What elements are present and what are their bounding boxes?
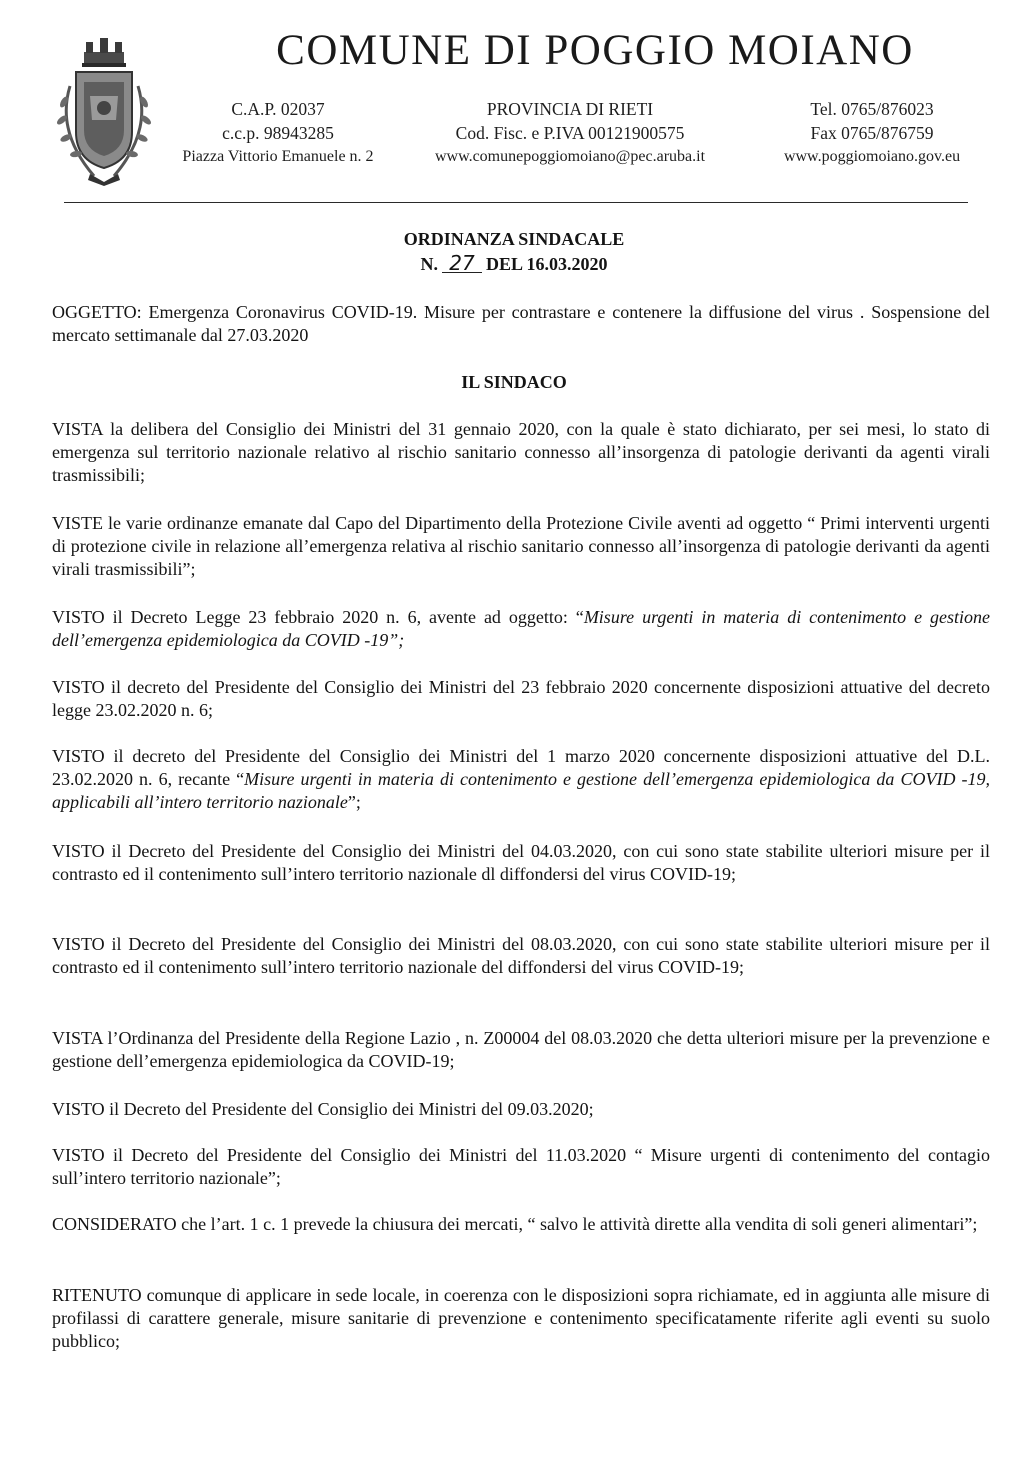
ordinance-date: DEL 16.03.2020 [485, 254, 608, 274]
paragraph-5-italic: Misure urgenti in materia di contenimento e gestione dell’emergenza epidemiologica da COVID -19, applicabili all’intero territorio nazionale [52, 769, 990, 812]
pec-email: www.comunepoggiomoiano@pec.aruba.it [434, 148, 706, 165]
paragraph-10: VISTO il Decreto del Presidente del Consiglio dei Ministri del 11.03.2020 “ Misure urgenti di contenimento del contagio sull’intero territorio nazionale”; [52, 1145, 990, 1188]
paragraph-4: VISTO il decreto del Presidente del Consiglio dei Ministri del 23 febbraio 2020 concernente disposizioni attuative del decreto legge 23.02.2020 n. 6; [52, 677, 990, 720]
letterhead-province-column [402, 98, 738, 169]
paragraph-5-lead: VISTO il decreto del Presidente del Consiglio dei Ministri del 1 marzo 2020 concernente disposizioni attuative del D.L. 23.02.2020 n. 6, recante “ [52, 746, 990, 789]
fax: Fax 0765/876759 [810, 122, 934, 143]
street-address: Piazza Vittorio Emanuele n. 2 [182, 148, 374, 165]
paragraph-8: VISTA l’Ordinanza del Presidente della Regione Lazio , n. Z00004 del 08.03.2020 che detta ulteriori misure per la prevenzione e gestione dell’emergenza epidemiologica da COVID-19; [52, 1028, 990, 1071]
number-prefix: N. [420, 254, 438, 274]
postal-account: c.c.p. 98943285 [222, 122, 334, 143]
handwritten-number: 27 [442, 254, 482, 273]
paragraph-7: VISTO il Decreto del Presidente del Consiglio dei Ministri del 08.03.2020, con cui sono state stabilite ulteriori misure per il contrasto ed il contenimento sull’intero territorio nazionale del diffondersi del virus COVID-19; [52, 934, 990, 977]
subject-paragraph: OGGETTO: Emergenza Coronavirus COVID-19. Misure per contrastare e contenere la diffusione del virus . Sospensione del mercato settimanale dal 27.03.2020 [52, 302, 990, 345]
postal-code: C.A.P. 02037 [231, 99, 325, 119]
paragraph-6: VISTO il Decreto del Presidente del Consiglio dei Ministri del 04.03.2020, con cui sono state stabilite ulteriori misure per il contrasto ed il contenimento sull’intero territorio nazionale dl diffondersi del virus COVID-19; [52, 841, 990, 884]
ordinance-number-line [0, 251, 1028, 275]
letterhead-address-column [163, 98, 393, 169]
paragraph-3-italic: Misure urgenti in materia di contenimento e gestione dell’emergenza epidemiologica da COVID -19”; [52, 607, 990, 650]
tax-code: Cod. Fisc. e P.IVA 00121900575 [455, 122, 685, 143]
paragraph-3 [52, 606, 990, 652]
paragraph-5-tail: ”; [347, 792, 361, 812]
website: www.poggiomoiano.gov.eu [783, 148, 961, 165]
ordinance-title: ORDINANZA SINDACALE [403, 229, 625, 249]
province: PROVINCIA DI RIETI [486, 99, 654, 119]
paragraph-1: VISTA la delibera del Consiglio dei Ministri del 31 gennaio 2020, con la quale è stato dichiarato, per sei mesi, lo stato di emergenza sul territorio nazionale relativo al rischio sanitario connesso all’insorgenza di patologie derivanti da agenti virali trasmissibili; [52, 419, 990, 485]
letterhead-divider [64, 202, 968, 203]
paragraph-5 [52, 745, 990, 814]
coat-of-arms-icon [50, 36, 158, 188]
municipality-title: COMUNE DI POGGIO MOIANO [276, 27, 914, 74]
paragraph-12: RITENUTO comunque di applicare in sede locale, in coerenza con le disposizioni sopra richiamate, ed in aggiunta alle misure di profilassi di carattere generale, misure sanitarie di prevenzione e contenimento specificatamente riferite agli eventi su suolo pubblico; [52, 1285, 990, 1351]
paragraph-2: VISTE le varie ordinanze emanate dal Capo del Dipartimento della Protezione Civile aventi ad oggetto “ Primi interventi urgenti di protezione civile in relazione all’emergenza relativa al rischio sanitario connesso all’insorgenza di patologie derivanti da agenti virali trasmissibili”; [52, 513, 990, 579]
paragraph-11: CONSIDERATO che l’art. 1 c. 1 prevede la chiusura dei mercati, “ salvo le attività dirette alla vendita di soli generi alimentari”; [52, 1214, 978, 1234]
telephone: Tel. 0765/876023 [810, 99, 934, 119]
section-title: IL SINDACO [461, 372, 567, 392]
letterhead-contact-column [752, 98, 992, 169]
paragraph-3-lead: VISTO il Decreto Legge 23 febbraio 2020 n. 6, avente ad oggetto: “ [52, 607, 584, 627]
paragraph-9: VISTO il Decreto del Presidente del Consiglio dei Ministri del 09.03.2020; [52, 1099, 594, 1119]
